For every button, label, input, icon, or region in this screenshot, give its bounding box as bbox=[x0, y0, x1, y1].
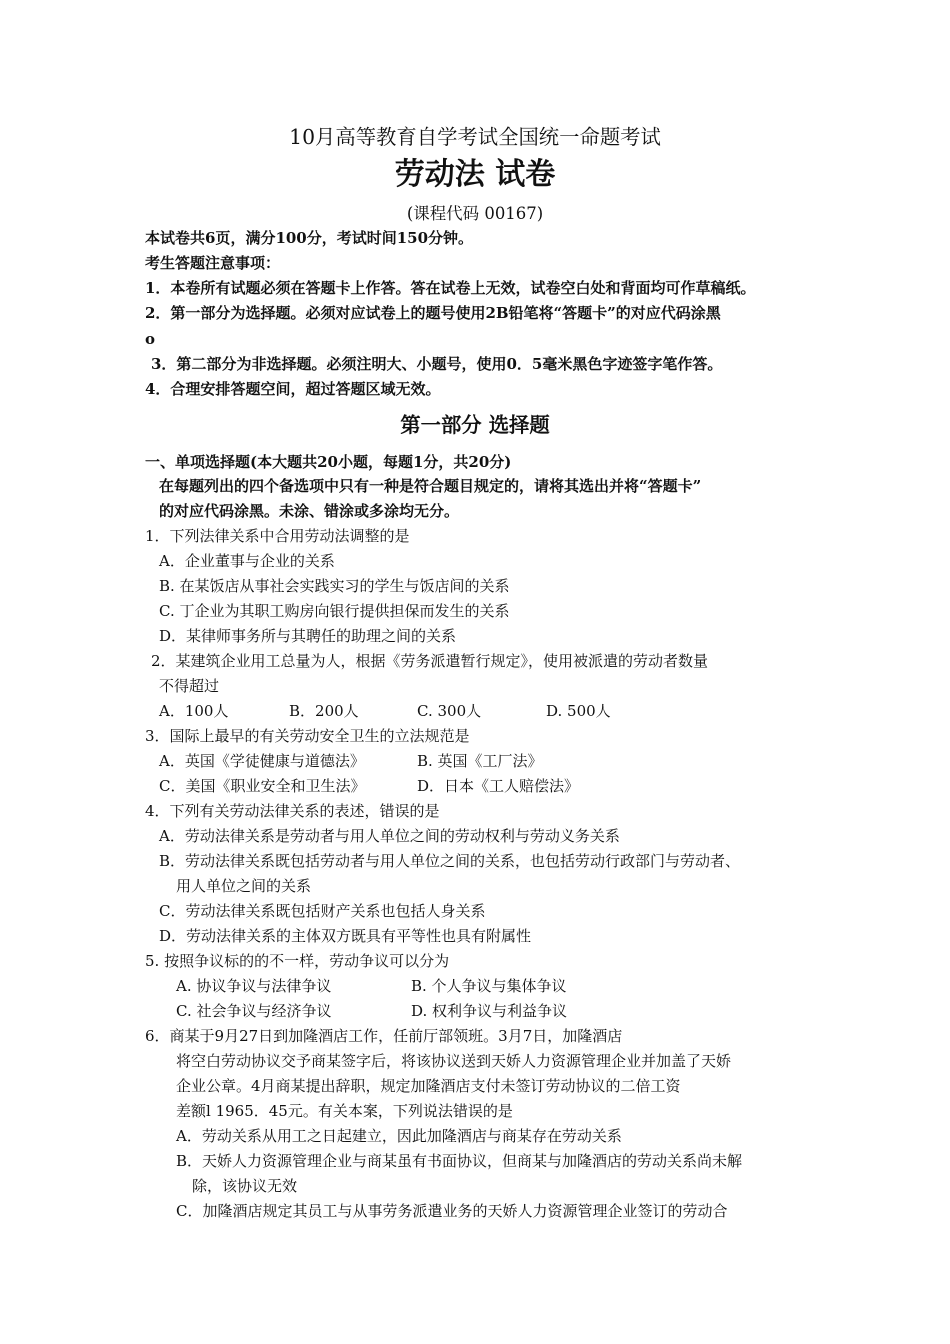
question-5-option-c: C. 社会争议与经济争议 bbox=[176, 1002, 332, 1020]
section-heading: 一、单项选择题(本大题共20小题，每题1分，共20分) bbox=[145, 453, 512, 471]
question-4-option-a: A．劳动法律关系是劳动者与用人单位之间的劳动权利与劳动义务关系 bbox=[159, 827, 620, 845]
question-5-stem: 5. 按照争议标的的不一样，劳动争议可以分为 bbox=[145, 952, 450, 970]
question-3-option-b: B. 英国《工厂法》 bbox=[417, 752, 543, 770]
question-5-option-b: B. 个人争议与集体争议 bbox=[411, 977, 567, 995]
question-2-option-d: D. 500人 bbox=[546, 702, 611, 720]
question-1-stem: 1．下列法律关系中合用劳动法调整的是 bbox=[145, 527, 410, 545]
question-6-stem-line4: 差额l 1965．45元。有关本案，下列说法错误的是 bbox=[176, 1102, 513, 1120]
question-1-option-c: C. 丁企业为其职工购房向银行提供担保而发生的关系 bbox=[159, 602, 510, 620]
question-2-stem: 2．某建筑企业用工总量为人，根据《劳务派遣暂行规定》，使用被派遣的劳动者数量 bbox=[151, 652, 709, 670]
question-1-option-b: B. 在某饭店从事社会实践实习的学生与饭店间的关系 bbox=[159, 577, 510, 595]
question-5-option-a: A. 协议争议与法律争议 bbox=[176, 977, 332, 995]
question-1-option-d: D．某律师事务所与其聘任的助理之间的关系 bbox=[159, 627, 457, 645]
question-6-option-b-continued: 除，该协议无效 bbox=[192, 1177, 298, 1195]
course-code: (课程代码 00167) bbox=[406, 204, 544, 223]
question-3-option-d: D．日本《工人赔偿法》 bbox=[417, 777, 580, 795]
question-4-option-d: D．劳动法律关系的主体双方既具有平等性也具有附属性 bbox=[159, 927, 532, 945]
question-4-option-c: C．劳动法律关系既包括财产关系也包括人身关系 bbox=[159, 902, 486, 920]
question-2-stem-continued: 不得超过 bbox=[159, 677, 220, 695]
exam-summary: 本试卷共6页，满分100分，考试时间150分钟。 bbox=[145, 229, 474, 247]
paper-title: 劳动法 试卷 bbox=[394, 157, 556, 192]
question-4-option-b: B．劳动法律关系既包括劳动者与用人单位之间的关系，也包括劳动行政部门与劳动者、 bbox=[159, 852, 741, 870]
question-6-stem-line3: 企业公章。4月商某提出辞职，规定加隆酒店支付未签订劳动协议的二倍工资 bbox=[176, 1077, 681, 1095]
question-2-option-a: A．100人 bbox=[159, 702, 229, 720]
note-2-continued: o bbox=[145, 330, 156, 348]
question-6-stem: 6．商某于9月27日到加隆酒店工作，任前厅部领班。3月7日，加隆酒店 bbox=[145, 1027, 623, 1045]
section-instruction-line2: 的对应代码涂黑。未涂、错涂或多涂均无分。 bbox=[159, 502, 460, 520]
question-3-option-c: C．美国《职业安全和卫生法》 bbox=[159, 777, 366, 795]
question-5-option-d: D. 权利争议与利益争议 bbox=[411, 1002, 568, 1020]
question-4-stem: 4．下列有关劳动法律关系的表述，错误的是 bbox=[145, 802, 440, 820]
part1-heading: 第一部分 选择题 bbox=[400, 413, 550, 437]
question-2-option-c: C. 300人 bbox=[417, 702, 482, 720]
question-6-option-b: B．天娇人力资源管理企业与商某虽有书面协议，但商某与加隆酒店的劳动关系尚未解 bbox=[176, 1152, 743, 1170]
question-6-option-a: A．劳动关系从用工之日起建立，因此加隆酒店与商某存在劳动关系 bbox=[176, 1127, 622, 1145]
question-3-stem: 3．国际上最早的有关劳动安全卫生的立法规范是 bbox=[145, 727, 470, 745]
note-1: 1．本卷所有试题必须在答题卡上作答。答在试卷上无效，试卷空白处和背面均可作草稿纸。 bbox=[145, 279, 756, 297]
question-6-stem-line2: 将空白劳动协议交予商某签字后，将该协议送到天娇人力资源管理企业并加盖了天娇 bbox=[176, 1052, 732, 1070]
question-6-option-c: C．加隆酒店规定其员工与从事劳务派遣业务的天娇人力资源管理企业签订的劳动合 bbox=[176, 1202, 728, 1220]
question-3-option-a: A．英国《学徒健康与道德法》 bbox=[159, 752, 365, 770]
note-4: 4．合理安排答题空间，超过答题区域无效。 bbox=[145, 380, 441, 398]
notes-heading: 考生答题注意事项： bbox=[145, 254, 281, 272]
question-4-option-b-continued: 用人单位之间的关系 bbox=[176, 877, 312, 895]
question-2-option-b: B．200人 bbox=[289, 702, 359, 720]
question-1-option-a: A．企业董事与企业的关系 bbox=[159, 552, 335, 570]
note-2: 2．第一部分为选择题。必须对应试卷上的题号使用2B铅笔将“答题卡”的对应代码涂黑 bbox=[145, 304, 721, 322]
section-instruction-line1: 在每题列出的四个备选项中只有一种是符合题目规定的，请将其选出并将“答题卡” bbox=[159, 477, 702, 495]
note-3: 3．第二部分为非选择题。必须注明大、小题号，使用0．5毫米黑色字迹签字笔作答。 bbox=[151, 355, 723, 373]
exam-title: 10月高等教育自学考试全国统一命题考试 bbox=[289, 125, 661, 149]
